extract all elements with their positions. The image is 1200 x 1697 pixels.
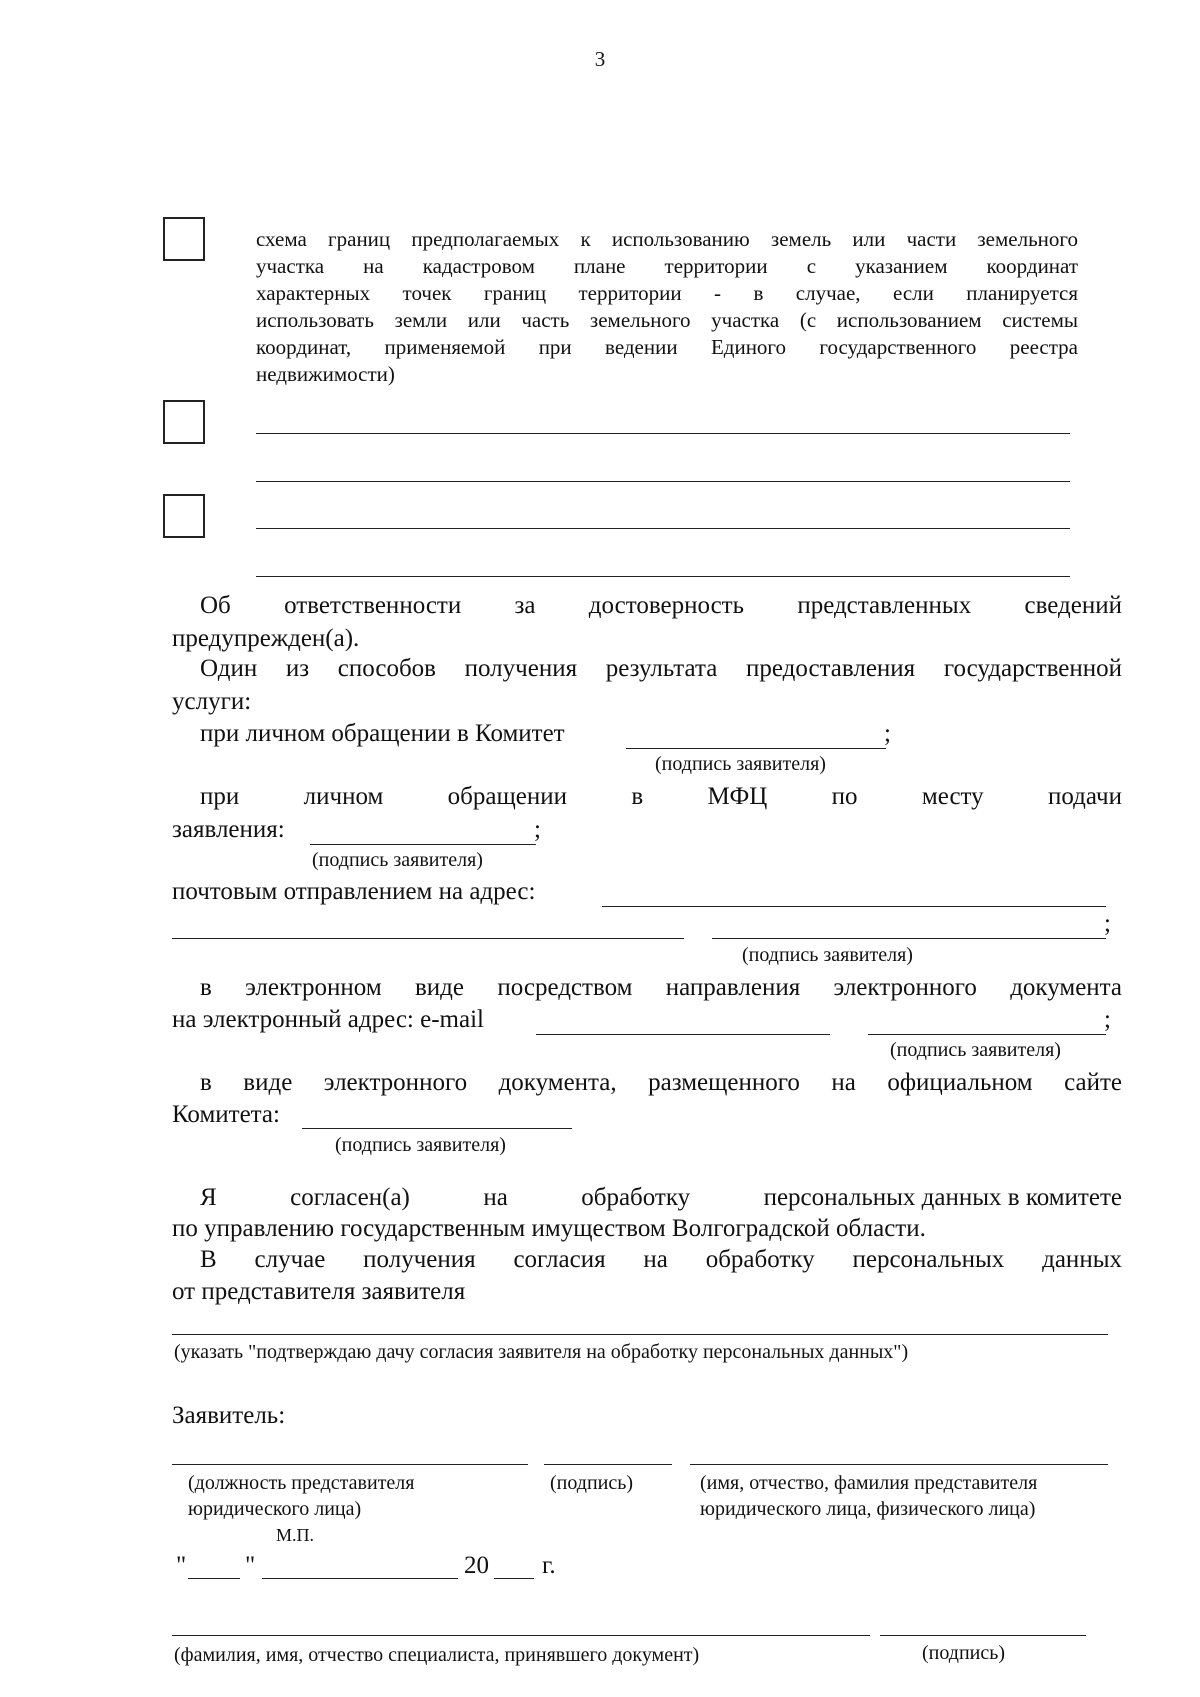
applicant-name-line[interactable] bbox=[690, 1464, 1108, 1465]
consent-line-1 bbox=[200, 1182, 1122, 1214]
committee-signature-caption: (подпись заявителя) bbox=[655, 753, 826, 775]
cadastral-line: использовать земли или часть земельного участка (с использованием системы bbox=[256, 308, 1078, 332]
checkbox-other-document-2[interactable] bbox=[163, 494, 205, 538]
date-year-line[interactable] bbox=[494, 1578, 534, 1579]
method-postal-label: почтовым отправлением на адрес: bbox=[172, 878, 536, 905]
postal-signature-line[interactable] bbox=[712, 938, 1106, 939]
word: на bbox=[483, 1184, 508, 1211]
consent-confirmation-line[interactable] bbox=[172, 1334, 1108, 1335]
method-website-line-1: в виде электронного документа, размещенного на официальном сайте bbox=[200, 1069, 1122, 1096]
method-website-line-2: Комитета: bbox=[172, 1101, 280, 1128]
specialist-name-line[interactable] bbox=[172, 1635, 870, 1636]
responsibility-line-1 bbox=[200, 590, 1122, 622]
cadastral-line: координат, применяемой при ведении Единого государственного реестра bbox=[256, 335, 1078, 359]
method-mfc-line-2: заявления: bbox=[172, 816, 285, 843]
word: сведений bbox=[1024, 592, 1122, 619]
specialist-signature-caption: (подпись) bbox=[922, 1642, 1006, 1664]
postal-address-line-2[interactable] bbox=[172, 938, 684, 939]
specialist-signature-line[interactable] bbox=[880, 1635, 1086, 1636]
other-document-1-line-2[interactable] bbox=[256, 481, 1070, 482]
semicolon: ; bbox=[534, 816, 541, 843]
word: Об bbox=[200, 592, 231, 619]
position-line[interactable] bbox=[172, 1464, 528, 1465]
word: обращении bbox=[447, 783, 567, 810]
method-electronic-line-1: в электронном виде посредством направления электронного документа bbox=[200, 974, 1122, 1001]
checkbox-cadastral-scheme[interactable] bbox=[163, 217, 205, 261]
other-document-1-line-1[interactable] bbox=[256, 433, 1070, 434]
semicolon: ; bbox=[884, 720, 891, 747]
electronic-signature-line[interactable] bbox=[868, 1034, 1106, 1035]
methods-intro-line-2: услуги: bbox=[172, 688, 252, 715]
caption-line: юридического лица, физического лица) bbox=[700, 1498, 1036, 1520]
date-quote-close: " bbox=[245, 1552, 256, 1579]
consent-line-4: от представителя заявителя bbox=[172, 1278, 466, 1305]
checkbox-other-document-1[interactable] bbox=[163, 400, 205, 444]
word: при bbox=[200, 783, 240, 810]
word: личном bbox=[303, 783, 384, 810]
word: в bbox=[631, 783, 644, 810]
consent-line-3: В случае получения согласия на обработку персональных данных bbox=[200, 1246, 1122, 1273]
word: согласен(а) bbox=[290, 1184, 410, 1211]
method-committee-label: при личном обращении в Комитет bbox=[200, 720, 565, 747]
postal-signature-caption: (подпись заявителя) bbox=[742, 944, 913, 966]
mfc-signature-caption: (подпись заявителя) bbox=[312, 849, 483, 871]
caption-line: (имя, отчество, фамилия представителя bbox=[700, 1472, 1038, 1494]
date-quote-open: " bbox=[176, 1552, 187, 1579]
caption-line: (должность представителя bbox=[188, 1472, 415, 1494]
applicant-signature-line[interactable] bbox=[544, 1464, 672, 1465]
caption-line: юридического лица) bbox=[188, 1498, 362, 1520]
name-caption bbox=[700, 1470, 1037, 1522]
method-mfc-line-1 bbox=[200, 781, 1122, 813]
other-document-2-line-2[interactable] bbox=[256, 576, 1070, 577]
committee-signature-line[interactable] bbox=[626, 748, 886, 749]
cadastral-line: характерных точек границ территории - в случае, если планируется bbox=[256, 281, 1078, 305]
semicolon: ; bbox=[1104, 910, 1111, 937]
word: достоверность bbox=[588, 592, 745, 619]
word: МФЦ bbox=[707, 783, 768, 810]
other-document-2-line-1[interactable] bbox=[256, 528, 1070, 529]
method-electronic-line-2: на электронный адрес: e-mail bbox=[172, 1006, 484, 1033]
electronic-signature-caption: (подпись заявителя) bbox=[890, 1039, 1061, 1061]
email-address-line[interactable] bbox=[536, 1034, 830, 1035]
word: обработку bbox=[581, 1184, 691, 1211]
consent-line-2: по управлению государственным имуществом Волгоградской области. bbox=[172, 1215, 926, 1242]
website-signature-caption: (подпись заявителя) bbox=[335, 1134, 506, 1156]
date-year-suffix: г. bbox=[542, 1552, 556, 1579]
stamp-label: М.П. bbox=[276, 1525, 315, 1545]
word: представленных bbox=[797, 592, 972, 619]
website-signature-line[interactable] bbox=[302, 1128, 572, 1129]
word: персональных данных в комитете bbox=[763, 1184, 1122, 1211]
signature-caption: (подпись) bbox=[550, 1472, 634, 1494]
cadastral-line: участка на кадастровом плане территории с указанием координат bbox=[256, 254, 1078, 278]
methods-intro-line-1: Один из способов получения результата предоставления государственной bbox=[200, 655, 1122, 682]
cadastral-scheme-text bbox=[256, 226, 1078, 388]
word: ответственности bbox=[284, 592, 462, 619]
specialist-caption: (фамилия, имя, отчество специалиста, принявшего документ) bbox=[174, 1644, 700, 1666]
consent-confirmation-caption: (указать "подтверждаю дачу согласия заявителя на обработку персональных данных") bbox=[174, 1341, 909, 1363]
page-number: 3 bbox=[594, 47, 606, 71]
postal-address-line-1[interactable] bbox=[602, 906, 1106, 907]
cadastral-line: недвижимости) bbox=[256, 362, 395, 386]
word: за bbox=[514, 592, 536, 619]
date-month-line[interactable] bbox=[262, 1578, 458, 1579]
responsibility-line-2: предупрежден(а). bbox=[172, 625, 360, 652]
applicant-label: Заявитель: bbox=[172, 1402, 286, 1429]
word: месту bbox=[921, 783, 984, 810]
position-caption bbox=[188, 1470, 414, 1522]
word: подачи bbox=[1048, 783, 1122, 810]
cadastral-line: схема границ предполагаемых к использованию земель или части земельного bbox=[256, 227, 1078, 251]
semicolon: ; bbox=[1104, 1006, 1111, 1033]
mfc-signature-line[interactable] bbox=[310, 844, 536, 845]
word: Я bbox=[200, 1184, 217, 1211]
date-day-line[interactable] bbox=[188, 1578, 240, 1579]
date-year-prefix: 20 bbox=[464, 1552, 489, 1579]
word: по bbox=[831, 783, 858, 810]
